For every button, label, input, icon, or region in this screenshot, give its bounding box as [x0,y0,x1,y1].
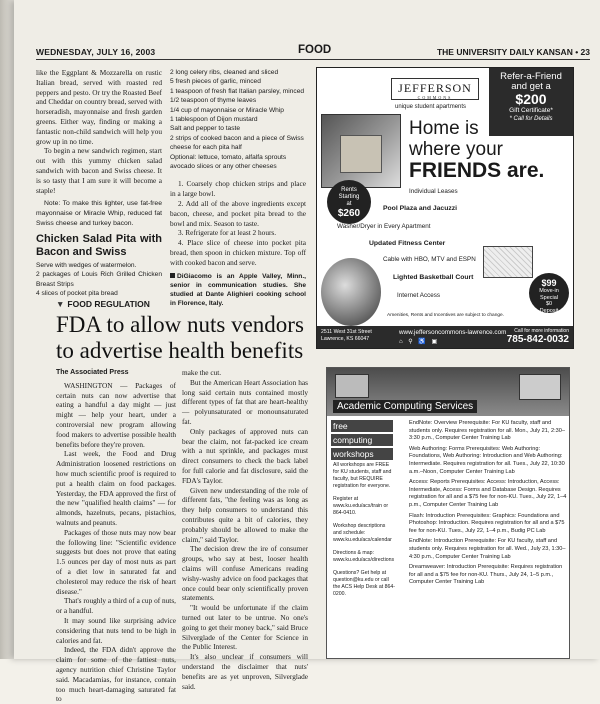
header-section: FOOD [298,44,332,56]
feature-item: Cable with HBO, MTV and ESPN [383,256,476,263]
ad-address: 2511 West 31st Street Lawrence, KS 66047 [321,329,372,342]
recipe-step: 4. Place slice of cheese into pocket pita bread, then spoon in chicken mixture. Top off with cooked bacon and serve. [170,238,306,267]
paragraph: Indeed, the FDA didn't approve the claim for some of the fattiest nuts, agency nutrition chief Christine Taylor said. Macadamias, for instance, contain too much heart-damaging saturated fat to [56,645,176,704]
acs-workshop-list [409,420,567,590]
jefferson-commons-ad [316,67,574,349]
amenity-icons: ⌂ ⚲ ♿ ▣ [399,339,440,345]
paragraph: WASHINGTON — Packages of certain nuts can now advertise that eating a handful a day might — just might — help your heart, under a controversial new program allowing food makers to advertise possible health benefits before they're proven. [56,380,176,449]
recipe-step: 2. Add all of the above ingredients except bacon, cheese, and pocket pita bread to the bowl and mix. Season to taste. [170,199,306,228]
ingredient: 2 long celery ribs, cleaned and sliced [170,69,279,76]
paragraph: It's also unclear if consumers will understand the disclaimer that nuts' benefits are as yet unproven, Silverglade said. [182,652,308,691]
ingredient: 4 slices of pocket pita bread [36,289,118,297]
acs-title: Academic Computing Services [333,400,477,413]
free-workshops-label: free computing workshops [331,420,393,462]
serving-suggestion: Serve with wedges of watermelon. [36,261,137,269]
feature-item: Washer/Dryer in Every Apartment [337,223,431,230]
acs-info-column [333,462,395,604]
article-kicker: ▼ FOOD REGULATION [56,299,150,309]
workshop-item: Access: Reports Prerequisites: Access: Introduction, Access: Intermediate, Access: Forms and Database Design. Requires registration for all and a $75 fee for non-KU. Tues., July 22, 1–4 p.m., Computer Center Training Lab [409,479,567,508]
paragraph: "It would be unfortunate if the claim turned out later to be untrue. No one's going to get their money back," said Bruce Silverglade of the Center for Science in the Public Interest. [182,603,308,652]
ad-slogan: Home is where your FRIENDS are. [409,118,545,182]
recipe-title: Chicken Salad Pita with Bacon and Swiss [36,232,162,258]
article-column-2 [182,368,308,691]
feature-item: Pool Plaza and Jacuzzi [383,205,458,212]
info-paragraph: Questions? Get help at question@ku.edu or call the ACS Help Desk at 864-0200. [333,570,395,597]
acs-workshops-ad [326,367,570,659]
header-date: WEDNESDAY, JULY 16, 2003 [36,47,156,57]
paragraph: like the Eggplant & Mozzarella on rustic Italian bread, served with roasted red peppers and pesto. Or try the Roasted Beef and Cheddar on country bread, served with horseradish, mayonnaise and fresh garden greens. Either way, finding or making a fantastic non-child sandwich will help you grow up in no time. [36,68,162,146]
ad-footer [317,326,573,348]
ingredient: 2 packages of Louis Rich Grilled Chicken Breast Strips [36,271,162,288]
page-binding-shadow [0,0,14,659]
paragraph: Last week, the Food and Drug Administration loosened restrictions on how much scientific proof is required to put a health claim on food packages. Yesterday, the FDA approved the first of the new "qualified health claims" — for almonds, hazelnuts, pecans, pistachios, walnuts and peanuts. [56,449,176,527]
author-bio: DiGiacomo is an Apple Valley, Minn., senior in communication studies. She studied at Dante Alighieri cooking school in Florence, Italy. [170,272,306,307]
recipe-column-1 [36,68,162,298]
paragraph: To begin a new sandwich regimen, start out with this yummy chicken salad sandwich with bacon and Swiss cheese. It is so tasty that I am sure it will become a staple! [36,146,162,195]
ingredient: Optional: lettuce, tomato, alfalfa sprouts avocado slices or any other cheeses [170,153,287,171]
workshop-item: Web Authoring: Forms Prerequisites: Web Authoring: Foundations, Web Authoring: Introduction and Web Authoring: Intermediate. Requires registration for all. Tues., July 22, 10:30 a.m.–Noon, Computer Center Training Lab [409,445,565,475]
feature-item: Lighted Basketball Court [393,274,474,281]
triangle-down-icon: ▼ [56,299,65,309]
paragraph: But the American Heart Association has long said certain nuts contained mostly different types of fat that are heart-healthy — polyunsaturated or monounsaturated fat. [182,377,308,426]
paragraph: Given new understanding of the role of different fats, "the feeling was as long as they help consumers to understand this contributes quite a bit of calories, they probably should be allowed to make the claim," said Taylor. [182,485,308,544]
paragraph: Packages of those nuts may now bear the following line: "Scientific evidence suggests but does not prove that eating 1.5 ounces per day of most nuts as part of a diet low in saturated fat and cholesterol may reduce the risk of heart disease." [56,527,176,596]
refer-friend-badge: Refer-a-Friend and get a $200 Gift Certificate* * Call for Details [489,68,573,136]
paragraph: The decision drew the ire of consumer groups, who say at best, looser health claims will confuse Americans reading wishy-washy advice on food packages that once could bear only scientifically proven statements. [182,544,308,603]
ad-website: www.jeffersoncommons-lawrence.com [399,329,507,336]
feature-item: Internet Access [397,292,441,299]
ingredient: 1 teaspoon of fresh flat Italian parsley, minced [170,87,305,95]
residents-photo [321,258,381,326]
ingredient: 1/4 cup of mayonnaise or Miracle Whip [170,106,284,114]
bullet-square-icon [170,273,175,278]
paragraph: It may sound like surprising advice considering that nuts tend to be high in calories and fat. [56,615,176,645]
header-paper-name: THE UNIVERSITY DAILY KANSAN • 23 [436,47,590,57]
ad-phone: Call for more information 785-842-0032 [506,328,569,345]
ingredient: 5 fresh pieces of garlic, minced [170,78,261,86]
jefferson-logo: JEFFERSON COMMONS [391,78,479,100]
apartment-photo [321,114,401,188]
ad-disclaimer: Amenities, Rents and Incentives are subject to change. [387,313,505,318]
recipe-ingredients-b [170,68,306,171]
paragraph: Only packages of approved nuts can bear the claim, not fat-packed ice cream with a nut sprinkle, and packages must direct consumers to check the back label for full calorie and fat disclosure, said the FDA's Taylor. [182,426,308,485]
workshop-item: EndNote: Introduction Prerequisite: For KU faculty, staff and students only. Requires registration for all. Wed., July 23, 1:30–4:30 p.m., Computer Center Training Lab [409,538,566,560]
workshop-item: Dreamweaver: Introduction Prerequisite: Requires registration for all and a $75 fee for non-KU. Thurs., July 24, 1–5 p.m., Computer Center Training Lab [409,564,563,586]
recipe-column-2 [170,68,306,308]
workshop-item: Flash: Introduction Prerequisites: Graphics: Foundations and Photoshop: Introduction. Requires registration for all and a $75 fee for non-KU. Tues., July 22, 1–4 p.m., Budig PC Lab [409,512,565,534]
ingredient: 1 tablespoon of Dijon mustard [170,116,258,124]
ingredient: 2 strips of cooked bacon and a piece of Swiss cheese for each pita half [170,134,304,152]
recipe-ingredients-a [36,261,162,299]
recipe-step: 1. Coarsely chop chicken strips and place in a large bowl. [170,179,306,199]
info-paragraph: Workshop descriptions and schedule: www.ku.edu/acs/calendar [333,523,392,543]
location-map [483,246,533,278]
newspaper-page [14,0,600,704]
page-header [36,44,590,60]
paragraph: make the cut. [182,368,222,377]
info-paragraph: Directions & map: www.ku.edu/acs/directions [333,550,395,563]
ad-tagline: unique student apartments [395,104,467,110]
feature-item: Updated Fitness Center [369,240,446,247]
article-headline: FDA to allow nuts vendors to advertise health benefits [56,312,304,363]
move-in-special-badge: $99 Move-in Special $0 Deposit [529,273,569,313]
article-column-1 [56,368,176,704]
feature-item: Individual Leases [409,188,458,195]
rents-badge: Rents Starting at $260 [327,180,371,224]
info-paragraph: All workshops are FREE for KU students, staff and faculty, but REQUIRE registration for everyone. [333,462,392,489]
info-paragraph: Register at www.ku.edu/acs/train or 864-0410. [333,496,389,516]
note-paragraph: Note: To make this lighter, use fat-free mayonnaise or Miracle Whip, reduced fat Swiss cheese and turkey bacon. [36,200,162,227]
article-byline: The Associated Press [56,369,129,376]
ingredient: Salt and pepper to taste [170,125,241,133]
recipe-step: 3. Refrigerate for at least 2 hours. [178,228,277,238]
ingredient: 1/2 teaspoon of thyme leaves [170,97,257,105]
workshop-item: EndNote: Overview Prerequisite: For KU faculty, staff and students only. Requires registration for all. Mon., July 21, 2:30–3:30 p.m., Computer Center Training Lab [409,420,565,442]
paragraph: That's roughly a third of a cup of nuts, or a handful. [56,596,176,616]
